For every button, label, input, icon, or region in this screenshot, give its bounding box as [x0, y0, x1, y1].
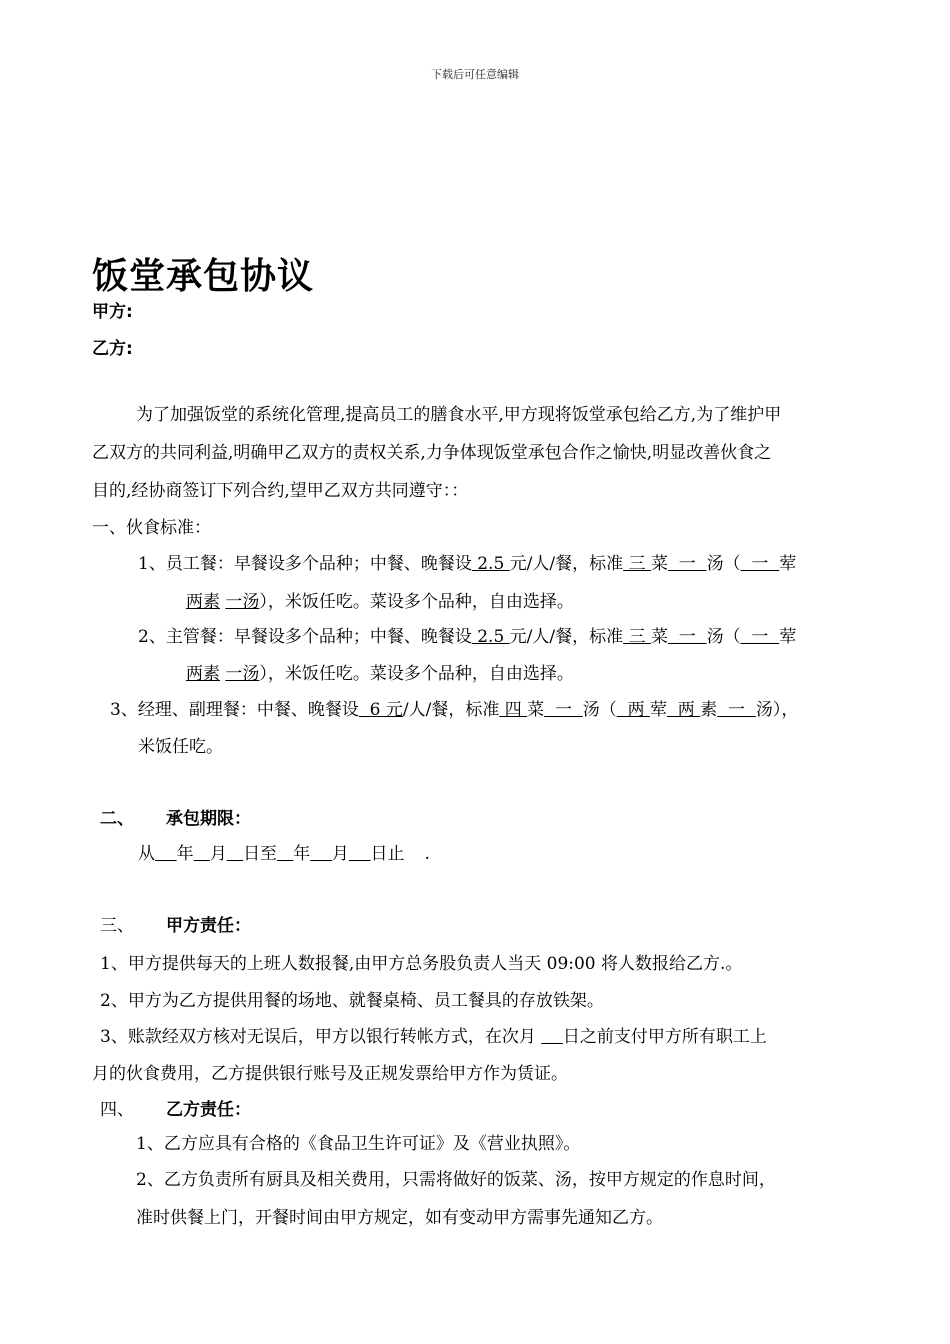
- item3-line1-a: 3、账款经双方核对无误后，甲方以银行转帐方式，在次月: [100, 1027, 536, 1047]
- period-month1-blank: [194, 844, 210, 864]
- item2-soup-label: 一汤: [225, 664, 260, 684]
- period-dot: .: [424, 844, 430, 864]
- period-year2: 年: [293, 844, 311, 864]
- period-day2: 日止: [370, 844, 405, 864]
- item1-mid3: 汤（: [706, 554, 741, 574]
- document-title: 饭堂承包协议: [92, 255, 315, 297]
- section1-item2-line2: [186, 662, 950, 686]
- section1-heading: 一、伙食标准：: [92, 518, 211, 538]
- period-month2-blank: [310, 844, 332, 864]
- section1-item3-line1: [110, 698, 890, 722]
- section4-item1: 1、乙方应具有合格的《食品卫生许可证》及《营业执照》。: [136, 1134, 581, 1154]
- item1-prefix: 1、员工餐：早餐设多个品种；中餐、晚餐设: [138, 554, 472, 574]
- item2-soup-count: 一: [667, 627, 707, 647]
- section2-heading-line: [100, 807, 880, 831]
- item3-meat-count: 两: [616, 700, 650, 720]
- item3-soup2-count: 一: [717, 700, 756, 720]
- section3-item1: 1、甲方提供每天的上班人数报餐,由甲方总务股负责人当天 09:00 将人数报给乙方.。: [100, 954, 743, 974]
- section3-number: 三、: [100, 916, 134, 936]
- item2-veg-label: 素: [203, 664, 220, 684]
- header-note: 下载后可任意编辑: [431, 68, 519, 81]
- item2-dish-count: 三: [623, 627, 651, 647]
- period-day1-blank: [227, 844, 243, 864]
- period-month1: 月: [209, 844, 227, 864]
- section3-heading: 甲方责任：: [166, 916, 251, 936]
- period-year2-blank: [277, 844, 293, 864]
- section3-item2: 2、甲方为乙方提供用餐的场地、就餐桌椅、员工餐具的存放铁架。: [100, 991, 604, 1011]
- period-day2-blank: [349, 844, 371, 864]
- period-day1: 日至: [243, 844, 278, 864]
- item1-price: 2.5: [471, 554, 510, 574]
- item3-mid3: 汤（: [582, 700, 617, 720]
- section4-heading: 乙方责任：: [166, 1100, 251, 1120]
- item3-end: 汤），: [755, 700, 799, 720]
- item2-meat-count: 一: [740, 627, 780, 647]
- item2-prefix: 2、主管餐：早餐设多个品种；中餐、晚餐设: [138, 627, 472, 647]
- item3-veg-count: 两: [666, 700, 701, 720]
- item2-veg-count: 两: [186, 664, 203, 684]
- party-b-label: 乙方:: [92, 339, 133, 359]
- item1-veg-count: 两: [186, 592, 203, 612]
- period-year1: 年: [176, 844, 194, 864]
- section2-heading: 承包期限：: [166, 809, 251, 829]
- item2-price: 2.5: [471, 627, 510, 647]
- section1-item3-line2: 米饭任吃。: [138, 737, 223, 757]
- item3-mid1: /人/餐，标准: [402, 700, 500, 720]
- item3-mid2: 菜: [527, 700, 545, 720]
- item1-end: ），米饭任吃。菜设多个品种，自由选择。: [259, 592, 574, 612]
- period-year-blank: [155, 844, 177, 864]
- intro-line-1: 为了加强饭堂的系统化管理,提高员工的膳食水平,甲方现将饭堂承包给乙方,为了维护甲: [136, 405, 782, 425]
- item3-soup-count: 一: [544, 700, 583, 720]
- section3-item3-line1: [100, 1025, 880, 1049]
- item3-line1-b: 日之前支付甲方所有职工上: [562, 1027, 767, 1047]
- item2-mid2: 菜: [650, 627, 668, 647]
- section3-heading-line: [100, 914, 880, 938]
- item1-meat-count: 一: [740, 554, 780, 574]
- item3-dish-count: 四: [499, 700, 528, 720]
- item3-mid4: 荤: [649, 700, 667, 720]
- item3-prefix: 3、经理、副理餐：中餐、晚餐设: [110, 700, 359, 720]
- section1-item1-line2: [186, 590, 950, 614]
- section1-item1-line1: [138, 552, 918, 576]
- item2-mid1: 元/人/餐，标准: [509, 627, 624, 647]
- payment-day-blank: [541, 1027, 563, 1047]
- section2-number: 二、: [100, 809, 134, 829]
- period-from: 从: [138, 844, 155, 864]
- item1-soup-count: 一: [667, 554, 707, 574]
- item1-soup-label: 一汤: [225, 592, 260, 612]
- item2-mid3: 汤（: [706, 627, 741, 647]
- section4-number: 四、: [100, 1100, 134, 1120]
- section2-period: [138, 842, 918, 866]
- intro-line-3: 目的,经协商签订下列合约,望甲乙双方共同遵守：：: [92, 481, 469, 501]
- section1-item2-line1: [138, 625, 918, 649]
- section4-item2-line1: 2、乙方负责所有厨具及相关费用，只需将做好的饭菜、汤，按甲方规定的作息时间，: [136, 1170, 776, 1190]
- section4-heading-line: [100, 1098, 880, 1122]
- item2-mid4: 荤: [779, 627, 797, 647]
- item1-mid1: 元/人/餐，标准: [509, 554, 624, 574]
- section3-item3-line2: 月的伙食费用，乙方提供银行账号及正规发票给甲方作为赁证。: [92, 1064, 568, 1084]
- item1-dish-count: 三: [623, 554, 651, 574]
- item3-mid5: 素: [700, 700, 718, 720]
- item2-end: ），米饭任吃。菜设多个品种，自由选择。: [259, 664, 574, 684]
- intro-line-2: 乙双方的共同利益,明确甲乙双方的责权关系,力争体现饭堂承包合作之愉快,明显改善伙食之: [92, 443, 772, 463]
- item1-veg-label: 素: [203, 592, 220, 612]
- item3-price: 6 元: [358, 700, 403, 720]
- section4-item2-line2: 准时供餐上门，开餐时间由甲方规定，如有变动甲方需事先通知乙方。: [136, 1208, 663, 1228]
- period-month2: 月: [331, 844, 349, 864]
- item1-mid4: 荤: [779, 554, 797, 574]
- party-a-label: 甲方:: [92, 302, 133, 322]
- item1-mid2: 菜: [650, 554, 668, 574]
